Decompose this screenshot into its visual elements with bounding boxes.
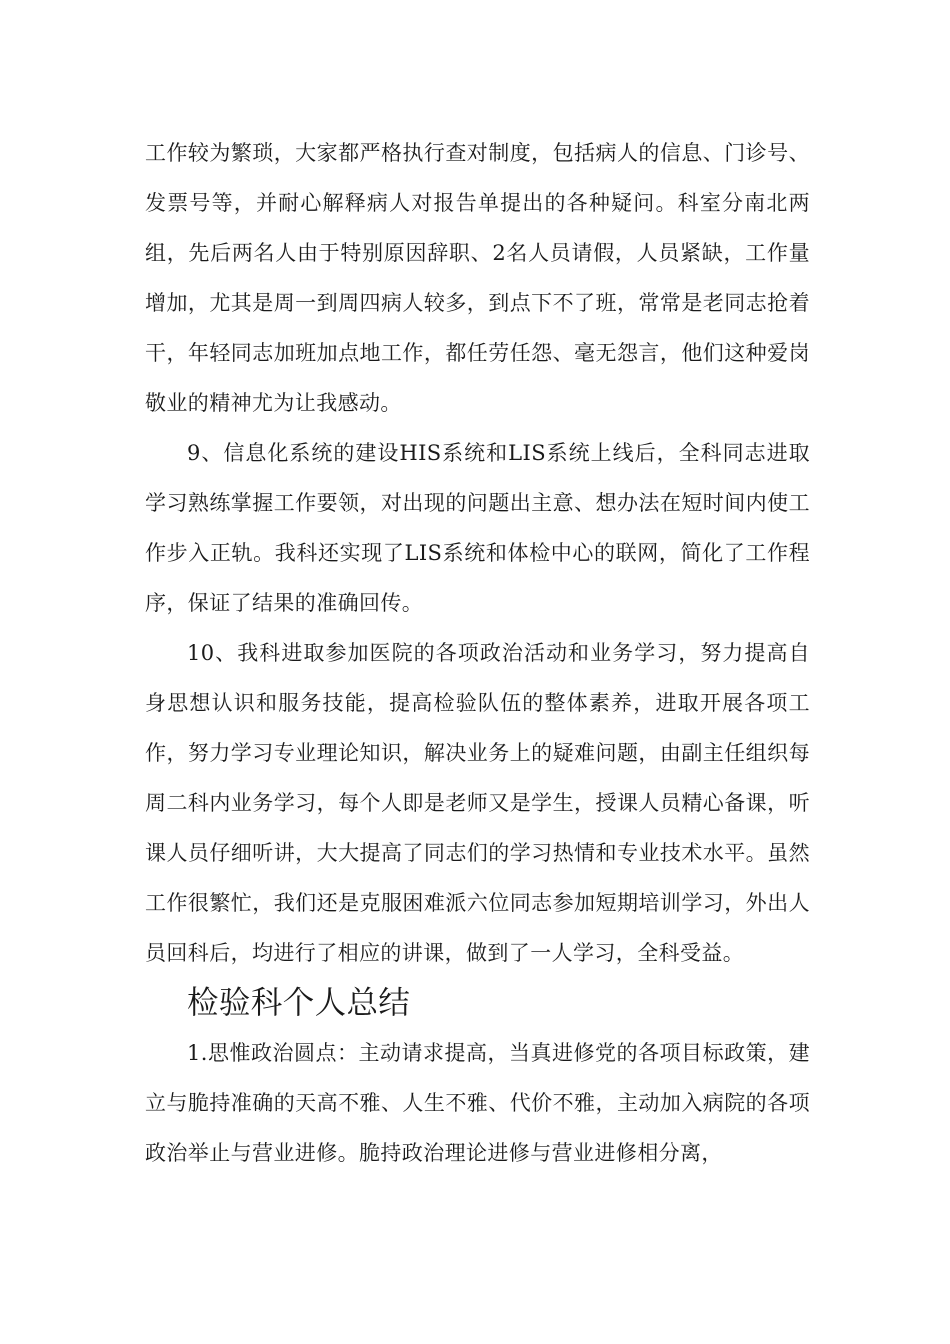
- paragraph-item-10: 10、我科进取参加医院的各项政治活动和业务学习，努力提高自身思想认识和服务技能，提高检验队伍的整体素养，进取开展各项工作，努力学习专业理论知识，解决业务上的疑难问题，由副主任组织每周二科内业务学习，每个人即是老师又是学生，授课人员精心备课，听课人员仔细听讲，大大提高了同志们的学习热情和专业技术水平。虽然工作很繁忙，我们还是克服困难派六位同志参加短期培训学习，外出人员回科后，均进行了相应的讲课，做到了一人学习，全科受益。: [145, 641, 810, 965]
- paragraph-continued: 工作较为繁琐，大家都严格执行查对制度，包括病人的信息、门诊号、发票号等，并耐心解释病人对报告单提出的各种疑问。科室分南北两组，先后两名人由于特别原因辞职、2名人员请假，人员紧缺，工作量增加，尤其是周一到周四病人较多，到点下不了班，常常是老同志抢着干，年轻同志加班加点地工作，都任劳任怨、毫无怨言，他们这种爱岗敬业的精神尤为让我感动。: [145, 141, 810, 415]
- document-page: [145, 128, 810, 1178]
- paragraph-item-1: 1.思惟政治圆点：主动请求提高，当真进修党的各项目标政策，建立与脆持准确的天高不雅、人生不雅、代价不雅，主动加入病院的各项政治举止与营业进修。脆持政治理论进修与营业进修相分离，: [145, 1041, 810, 1165]
- section-heading: 检验科个人总结: [187, 985, 411, 1021]
- paragraph-item-9: 9、信息化系统的建设HIS系统和LIS系统上线后，全科同志进取学习熟练掌握工作要领，对出现的问题出主意、想办法在短时间内使工作步入正轨。我科还实现了LIS系统和体检中心的联网，简化了工作程序，保证了结果的准确回传。: [145, 441, 810, 615]
